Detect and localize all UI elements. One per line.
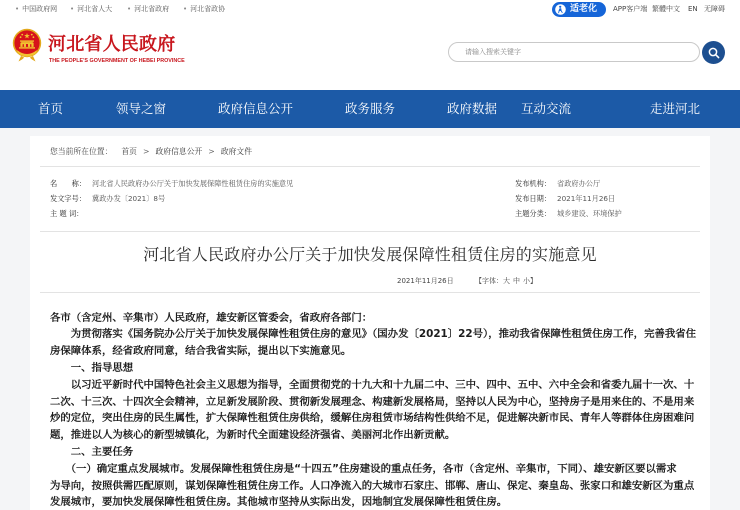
body-line: 炒的定位，突出住房的民生属性，扩大保障性租赁住房供给，缓解住房租赁市场结构性供给不足，促进解决新市民、青年人等群体住房困难问 (50, 412, 695, 425)
nav-item-about-hebei[interactable]: 走进河北 (650, 101, 701, 116)
accessibility-link[interactable]: 无障碍 (704, 5, 725, 13)
site-title[interactable]: 河北省人民政府 (48, 34, 176, 55)
meta-category-label: 主题分类： (515, 209, 551, 218)
meta-publisher-value: 省政府办公厅 (557, 179, 601, 188)
search-icon (708, 47, 720, 59)
site-subtitle: THE PEOPLE'S GOVERNMENT OF HEBEI PROVINCE (49, 58, 185, 64)
meta-date-label: 发布日期： (515, 194, 551, 203)
nav-item-gov-info[interactable]: 政府信息公开 (218, 101, 294, 116)
nav-item-leaders[interactable]: 领导之窗 (116, 101, 167, 116)
nav-item-home[interactable]: 首页 (38, 101, 64, 116)
font-size-control (475, 276, 537, 286)
font-size-close: 】 (530, 277, 537, 285)
top-link-cppcc[interactable] (183, 4, 225, 14)
body-line: 为导向，按照供需匹配原则，谋划保障性租赁住房工作。人口净流入的大城市石家庄、邯郸、唐山、保定、秦皇岛、张家口和雄安新区为重点 (50, 479, 695, 492)
body-line: （一）确定重点发展城市。发展保障性租赁住房是“十四五”住房建设的重点任务，各市（含定州、辛集市，下同）、雄安新区要以需求 (50, 462, 677, 475)
nav-item-interaction[interactable]: 互动交流 (521, 101, 572, 116)
top-bar (0, 0, 740, 19)
font-size-large[interactable]: 大 (503, 277, 510, 285)
breadcrumb-separator: > (142, 147, 150, 156)
breadcrumb (50, 146, 252, 158)
section-heading: 一、指导思想 (50, 361, 134, 374)
english-link[interactable]: EN (688, 5, 698, 13)
top-link-label: 河北省政府 (134, 5, 170, 13)
search-button[interactable] (702, 41, 725, 64)
body-line: 二次、十三次、十四次全会精神，立足新发展阶段、贯彻新发展理念、构建新发展格局，坚持以人民为中心，坚持房子是用来住的、不是用来 (50, 395, 695, 408)
breadcrumb-prefix: 您当前所在位置： (50, 147, 113, 156)
elderly-mode-label: 适老化 (570, 4, 598, 14)
nav-item-data[interactable]: 政府数据 (447, 101, 498, 116)
masthead (0, 19, 740, 90)
bullet-icon: • (15, 5, 20, 13)
bullet-icon: • (127, 5, 132, 13)
font-size-open: 【字体： (475, 277, 503, 285)
divider (40, 292, 700, 293)
body-line: 以习近平新时代中国特色社会主义思想为指导，全面贯彻党的十九大和十九届二中、三中、四中、五中、六中全会和省委九届十一次、十 (50, 378, 695, 391)
top-link-label: 河北省政协 (190, 5, 226, 13)
meta-keywords-label: 主 题 词： (50, 209, 84, 218)
body-line: 发展城市，要加快发展保障性租赁住房。其他城市坚持从实际出发，因地制宜发展保障性租赁住房。 (50, 496, 508, 509)
meta-doc-no-value: 冀政办发〔2021〕8号 (92, 194, 166, 203)
body-line: 房保障体系，经省政府同意，结合我省实际，提出以下实施意见。 (50, 345, 352, 358)
bullet-icon: • (183, 5, 188, 13)
breadcrumb-separator: > (208, 147, 215, 156)
article-date: 2021年11月26日 (397, 277, 454, 285)
top-link-label: 河北省人大 (77, 5, 113, 13)
font-size-medium[interactable]: 中 (513, 277, 520, 285)
search-box (448, 42, 700, 62)
top-link-government[interactable] (127, 4, 169, 14)
meta-name-value: 河北省人民政府办公厅关于加快发展保障性租赁住房的实施意见 (92, 179, 294, 188)
meta-date-value: 2021年11月26日 (557, 194, 616, 203)
salutation-line: 各市（含定州、辛集市）人民政府，雄安新区管委会，省政府各部门： (50, 311, 373, 324)
article-container (30, 136, 710, 510)
search-input[interactable] (465, 45, 690, 59)
breadcrumb-gov-documents[interactable]: 政府文件 (220, 147, 253, 156)
main-nav (0, 90, 740, 128)
divider (40, 166, 700, 167)
breadcrumb-gov-info[interactable]: 政府信息公开 (155, 147, 203, 156)
article-title: 河北省人民政府办公厅关于加快发展保障性租赁住房的实施意见 (143, 245, 597, 264)
national-emblem-icon[interactable] (12, 28, 42, 64)
article-body (50, 310, 700, 510)
elderly-mode-button[interactable] (552, 2, 606, 17)
section-heading: 二、主要任务 (50, 445, 134, 458)
body-line: 为贯彻落实《国务院办公厅关于加快发展保障性租赁住房的意见》（国办发〔2021〕22号），推动我省保障性租赁住房工作，完善我省住 (50, 328, 697, 341)
top-link-label: 中国政府网 (22, 5, 58, 13)
bullet-icon: • (70, 5, 75, 13)
traditional-chinese-link[interactable]: 繁體中文 (652, 5, 680, 13)
meta-name-label: 名 称： (50, 179, 86, 188)
top-link-npc[interactable] (70, 4, 112, 14)
meta-category-value: 城乡建设、环境保护 (557, 209, 622, 218)
meta-doc-no-label: 发文字号： (50, 194, 86, 203)
divider (40, 231, 700, 232)
breadcrumb-home[interactable]: 首页 (121, 147, 137, 156)
nav-item-services[interactable]: 政务服务 (345, 101, 396, 116)
app-client-link[interactable]: APP客户端 (613, 5, 648, 13)
font-size-small[interactable]: 小 (523, 277, 530, 285)
meta-publisher-label: 发布机构： (515, 179, 551, 188)
top-link-gov-cn[interactable] (15, 4, 57, 14)
elderly-person-icon (555, 4, 566, 15)
body-line: 题，推进以人为核心的新型城镇化，为新时代全面建设经济强省、美丽河北作出新贡献。 (50, 429, 456, 442)
